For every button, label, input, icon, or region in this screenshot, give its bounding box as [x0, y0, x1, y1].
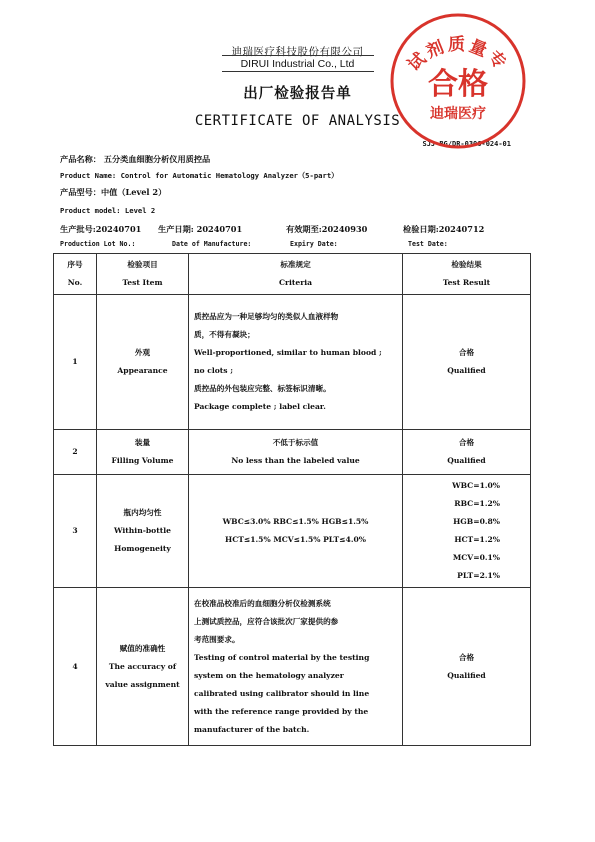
stamp-center-text: 合格 — [428, 67, 488, 102]
header-criteria: 标准规定 Criteria — [189, 254, 403, 295]
stamp-arc-text: 试剂质量专 — [404, 35, 512, 76]
row-test-item: 装量 Filling Volume — [97, 430, 189, 475]
row-number: 2 — [54, 430, 97, 475]
product-name-en: Product Name: Control for Automatic Hematology Analyzer（5-part） — [60, 171, 339, 180]
row-result: 合格 Qualified — [403, 430, 531, 475]
row-criteria: 不低于标示值 No less than the labeled value — [189, 430, 403, 475]
quality-approval-stamp — [385, 8, 530, 153]
row-number: 4 — [54, 588, 97, 746]
document-number: SJJ BG/DR-0306-024-01 — [422, 140, 511, 148]
row-result: 合格 Qualified — [403, 588, 531, 746]
row-test-item: 赋值的准确性 The accuracy of value assignment — [97, 588, 189, 746]
row-criteria: WBC≤3.0% RBC≤1.5% HGB≤1.5% HCT≤1.5% MCV≤1.5% PLT≤4.0% — [189, 475, 403, 588]
table-row — [54, 475, 531, 588]
company-underline — [222, 71, 374, 72]
manufacture-date-en: Date of Manufacture: — [172, 240, 252, 248]
table-row — [54, 295, 531, 430]
lot-number-en: Production Lot No.: — [60, 240, 136, 248]
expiry-date-en: Expiry Date: — [290, 240, 338, 248]
company-divider — [222, 55, 374, 56]
test-date-en: Test Date: — [408, 240, 448, 248]
results-table — [53, 253, 531, 746]
title-en: CERTIFICATE OF ANALYSIS — [194, 113, 401, 129]
row-test-item: 瓶内均匀性 Within-bottle Homogeneity — [97, 475, 189, 588]
company-name-en: DIRUI Industrial Co., Ltd — [240, 58, 355, 70]
row-test-item: 外观 Appearance — [97, 295, 189, 430]
row-result: WBC=1.0% RBC=1.2% HGB=0.8% HCT=1.2% MCV=0.1% PLT=2.1% — [403, 475, 531, 588]
header-no: 序号 No. — [54, 254, 97, 295]
test-date-cn: 检验日期:20240712 — [403, 224, 485, 234]
company-name-cn: 迪瑞医疗科技股份有限公司 — [231, 46, 364, 58]
stamp-bottom-text: 迪瑞医疗 — [430, 106, 486, 122]
table-row — [54, 588, 531, 746]
table-header-row — [54, 254, 531, 295]
product-name-cn: 产品名称： 五分类血细胞分析仪用质控品 — [60, 154, 211, 164]
row-criteria: 在校准品校准后的血细胞分析仪检测系统 上测试质控品，应符合该批次厂家提供的参 考范围要求。 Testing of control material by the testing system on the hematology analyzer calibrated using calibrator should in line with the reference range provided by the manufacturer of the batch. — [189, 588, 403, 746]
product-model-cn: 产品型号：中值（Level 2） — [60, 187, 167, 197]
row-number: 1 — [54, 295, 97, 430]
title-cn: 出厂检验报告单 — [243, 85, 352, 102]
table-row — [54, 430, 531, 475]
product-model-en: Product model: Level 2 — [60, 206, 156, 215]
header-test-result: 检验结果 Test Result — [403, 254, 531, 295]
lot-number-cn: 生产批号:20240701 — [60, 224, 142, 234]
manufacture-date-cn: 生产日期: 20240701 — [158, 224, 243, 234]
expiry-date-cn: 有效期至:20240930 — [286, 224, 368, 234]
row-criteria: 质控品应为一种足够均匀的类似人血液样物 质，不得有凝块； Well-proportioned, similar to human blood ; no clots ; 质控品的外包装应完整、标签标识清晰。 Package complete ; label clear. — [189, 295, 403, 430]
row-number: 3 — [54, 475, 97, 588]
row-result: 合格 Qualified — [403, 295, 531, 430]
header-test-item: 检验项目 Test Item — [97, 254, 189, 295]
